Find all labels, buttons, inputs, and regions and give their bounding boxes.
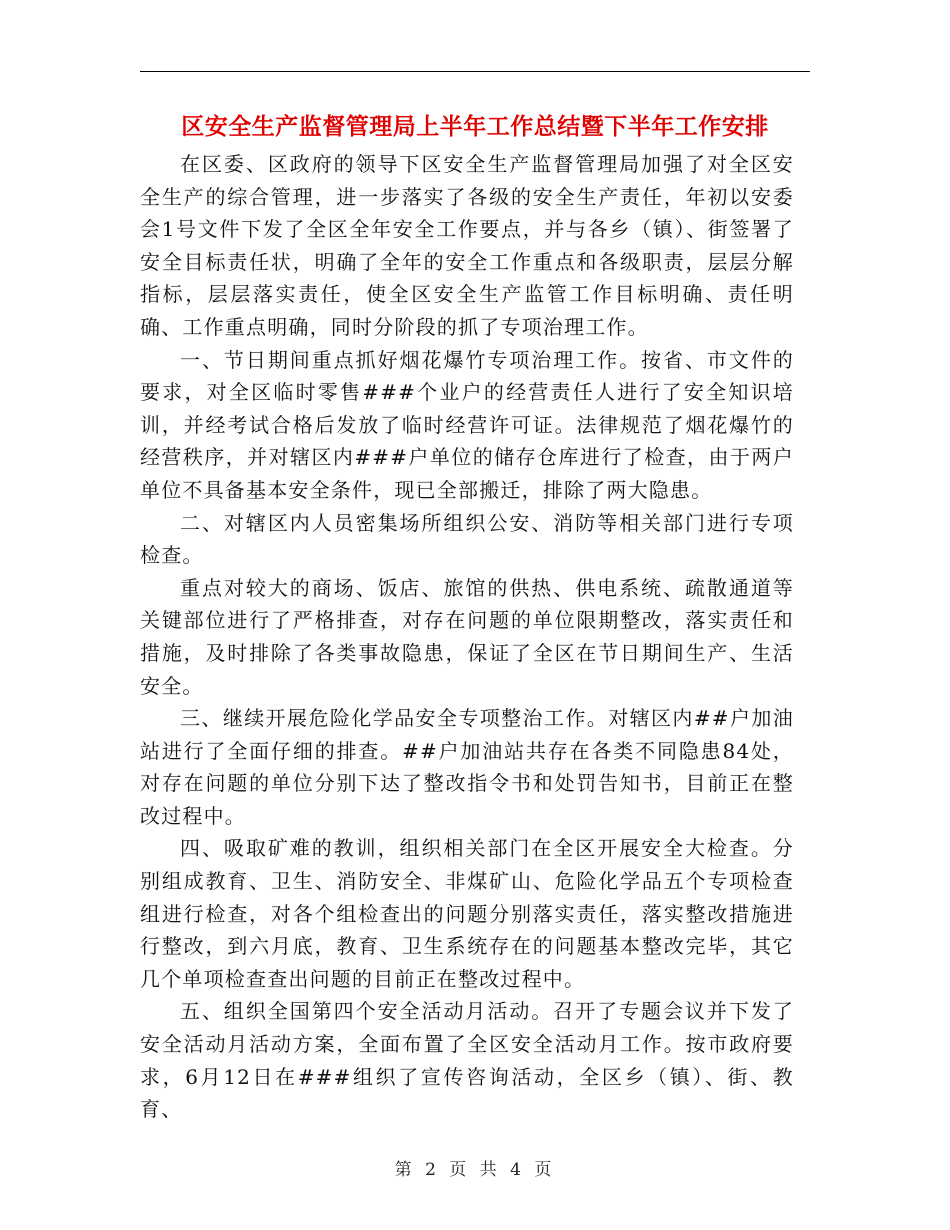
paragraph-section-4: 四、吸取矿难的教训，组织相关部门在全区开展安全大检查。分别组成教育、卫生、消防安全、非煤矿山、危险化学品五个专项检查组进行检查，对各个组检查出的问题分别落实责任，落实整改措施进行整改，到六月底，教育、卫生系统存在的问题基本整改完毕，其它几个单项检查查出问题的目前正在整改过程中。	[140, 836, 794, 991]
paragraph-section-2: 二、对辖区内人员密集场所组织公安、消防等相关部门进行专项检查。	[140, 510, 794, 568]
paragraph-section-1: 一、节日期间重点抓好烟花爆竹专项治理工作。按省、市文件的要求，对全区临时零售###个业户的经营责任人进行了安全知识培训，并经考试合格后发放了临时经营许可证。法律规范了烟花爆竹的经营秩序，并对辖区内###户单位的储存仓库进行了检查，由于两户单位不具备基本安全条件，现已全部搬迁，排除了两大隐患。	[140, 347, 794, 502]
header-rule	[140, 71, 810, 72]
paragraph-section-2-detail: 重点对较大的商场、饭店、旅馆的供热、供电系统、疏散通道等关键部位进行了严格排查，对存在问题的单位限期整改，落实责任和措施，及时排除了各类事故隐患，保证了全区在节日期间生产、生活安全。	[140, 575, 794, 698]
document-body	[140, 148, 794, 1126]
paragraph-intro: 在区委、区政府的领导下区安全生产监督管理局加强了对全区安全生产的综合管理，进一步落实了各级的安全生产责任，年初以安委会1号文件下发了全区全年安全工作要点，并与各乡（镇）、街签署了安全目标责任状，明确了全年的安全工作重点和各级职责，层层分解指标，层层落实责任，使全区安全生产监管工作目标明确、责任明确、工作重点明确，同时分阶段的抓了专项治理工作。	[140, 152, 794, 339]
document-title: 区安全生产监督管理局上半年工作总结暨下半年工作安排	[181, 113, 769, 140]
paragraph-section-3: 三、继续开展危险化学品安全专项整治工作。对辖区内##户加油站进行了全面仔细的排查。##户加油站共存在各类不同隐患84处，对存在问题的单位分别下达了整改指令书和处罚告知书，目前正在整改过程中。	[140, 706, 794, 828]
paragraph-section-5: 五、组织全国第四个安全活动月活动。召开了专题会议并下发了安全活动月活动方案，全面布置了全区安全活动月工作。按市政府要求，6月12日在###组织了宣传咨询活动，全区乡（镇）、街、教育、	[140, 999, 794, 1122]
page-number-footer: 第 2 页 共 4 页	[394, 1160, 556, 1180]
